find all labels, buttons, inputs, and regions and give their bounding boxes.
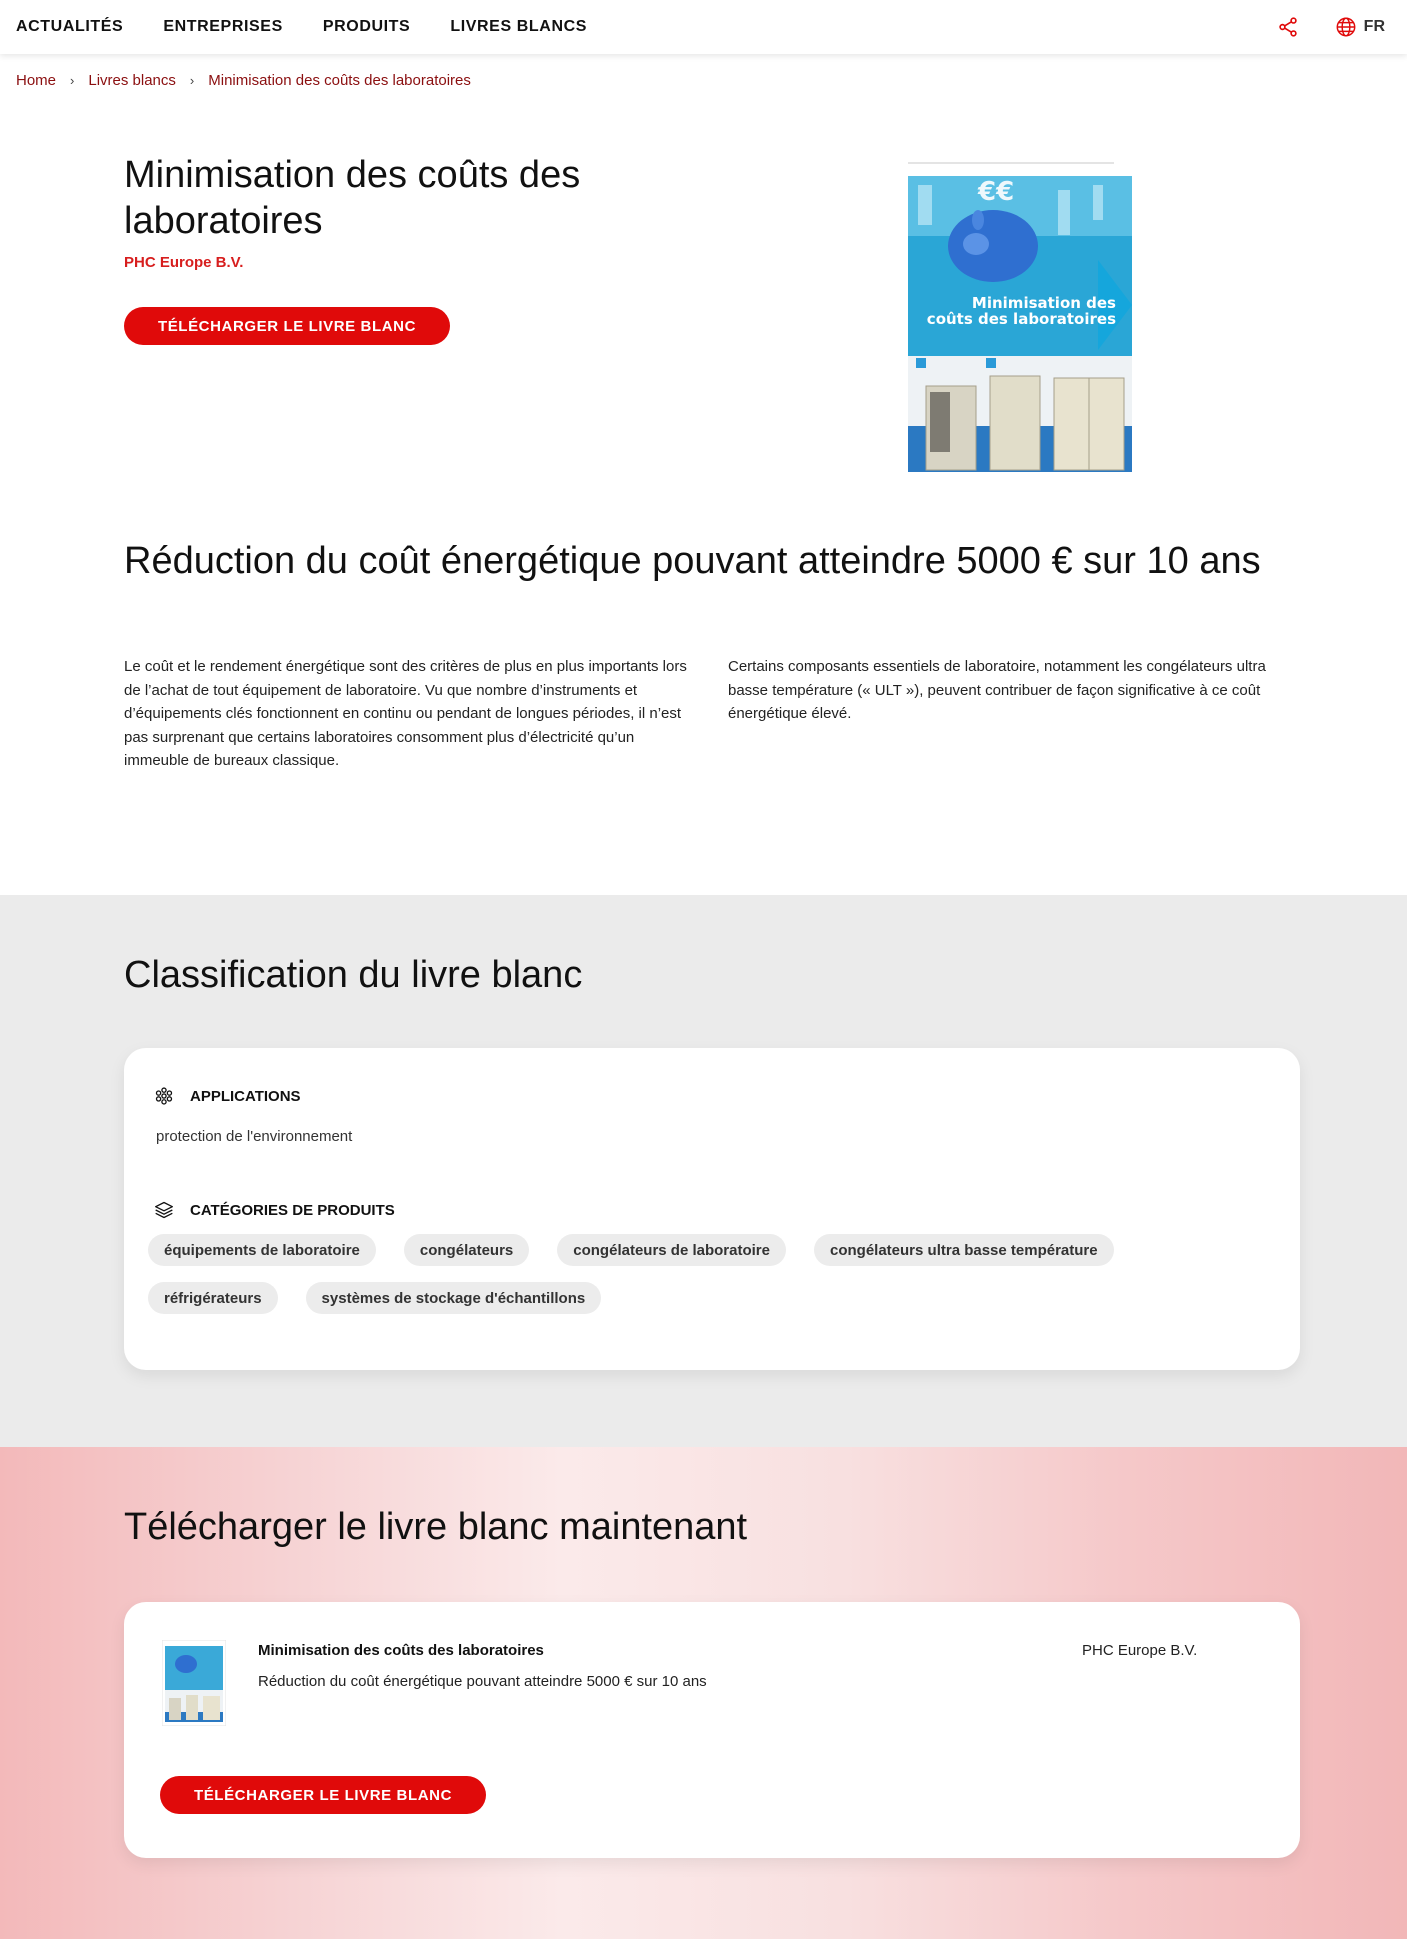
globe-icon: [1335, 16, 1357, 38]
hero-author[interactable]: PHC Europe B.V.: [124, 254, 244, 271]
language-selector[interactable]: [1335, 16, 1385, 38]
share-icon[interactable]: [1277, 16, 1299, 38]
category-tag[interactable]: systèmes de stockage d'échantillons: [306, 1282, 602, 1314]
whitepaper-thumbnail[interactable]: [162, 1640, 226, 1726]
category-tag[interactable]: congélateurs ultra basse température: [814, 1234, 1114, 1266]
whitepaper-cover-image[interactable]: [908, 160, 1132, 472]
download-whitepaper-button[interactable]: TÉLÉCHARGER LE LIVRE BLANC: [124, 307, 450, 345]
applications-label: APPLICATIONS: [190, 1087, 301, 1105]
download-whitepaper-description: Réduction du coût énergétique pouvant atteindre 5000 € sur 10 ans: [258, 1673, 707, 1690]
applications-icon: [154, 1086, 174, 1106]
summary-title: Réduction du coût énergétique pouvant atteindre 5000 € sur 10 ans: [124, 540, 1261, 582]
download-whitepaper-author: PHC Europe B.V.: [1082, 1642, 1198, 1659]
breadcrumb: [16, 72, 471, 89]
cover-title-line-2: coûts des laboratoires: [926, 310, 1116, 328]
nav-item-actualites[interactable]: ACTUALITÉS: [16, 18, 124, 35]
breadcrumb-home[interactable]: Home: [16, 72, 57, 89]
classification-title: Classification du livre blanc: [124, 954, 583, 996]
svg-text:€€: €€: [978, 177, 1015, 207]
page-title: Minimisation des coûts des laboratoires: [124, 154, 581, 242]
chevron-right-icon: ›: [189, 73, 195, 88]
category-tags: [148, 1234, 1278, 1330]
category-tag[interactable]: réfrigérateurs: [148, 1282, 278, 1314]
nav-item-entreprises[interactable]: ENTREPRISES: [163, 18, 283, 35]
applications-heading: [154, 1086, 301, 1106]
breadcrumb-livres-blancs[interactable]: Livres blancs: [88, 72, 176, 89]
classification-card: [124, 1048, 1300, 1370]
layers-icon: [154, 1200, 174, 1220]
category-tag[interactable]: congélateurs de laboratoire: [557, 1234, 786, 1266]
topbar-actions: [1277, 16, 1407, 38]
categories-label: CATÉGORIES DE PRODUITS: [190, 1201, 395, 1219]
nav-item-livres-blancs[interactable]: LIVRES BLANCS: [450, 18, 588, 35]
main-nav: [0, 18, 627, 36]
category-tag[interactable]: congélateurs: [404, 1234, 529, 1266]
breadcrumb-current[interactable]: Minimisation des coûts des laboratoires: [208, 72, 471, 89]
download-card: [124, 1602, 1300, 1858]
chevron-right-icon: ›: [70, 73, 75, 88]
nav-item-produits[interactable]: PRODUITS: [322, 18, 411, 35]
language-label: FR: [1363, 18, 1385, 35]
cover-title-line-1: Minimisation des: [971, 294, 1116, 312]
categories-heading: [154, 1200, 395, 1220]
summary-paragraph-1: Le coût et le rendement énergétique sont des critères de plus en plus importants lors de l’achat de tout équipement de laboratoire. Vu que nombre d’instruments et d’équipements clés fonctionnent en continu ou pendant de longues périodes, il n’est pas surprenant que certains laboratoires consomment plus d’électricité qu’un immeuble de bureaux classique.: [124, 658, 687, 769]
category-tag[interactable]: équipements de laboratoire: [148, 1234, 376, 1266]
summary-paragraph-2: Certains composants essentiels de laboratoire, notamment les congélateurs ultra basse température (« ULT »), peuvent contribuer de façon significative à ce coût énergétique élevé.: [728, 658, 1266, 722]
download-whitepaper-button-bottom[interactable]: TÉLÉCHARGER LE LIVRE BLANC: [160, 1776, 486, 1814]
top-navigation: [0, 0, 1407, 54]
download-title: Télécharger le livre blanc maintenant: [124, 1506, 748, 1548]
download-whitepaper-name[interactable]: Minimisation des coûts des laboratoires: [258, 1642, 544, 1659]
applications-value: protection de l'environnement: [156, 1128, 353, 1145]
